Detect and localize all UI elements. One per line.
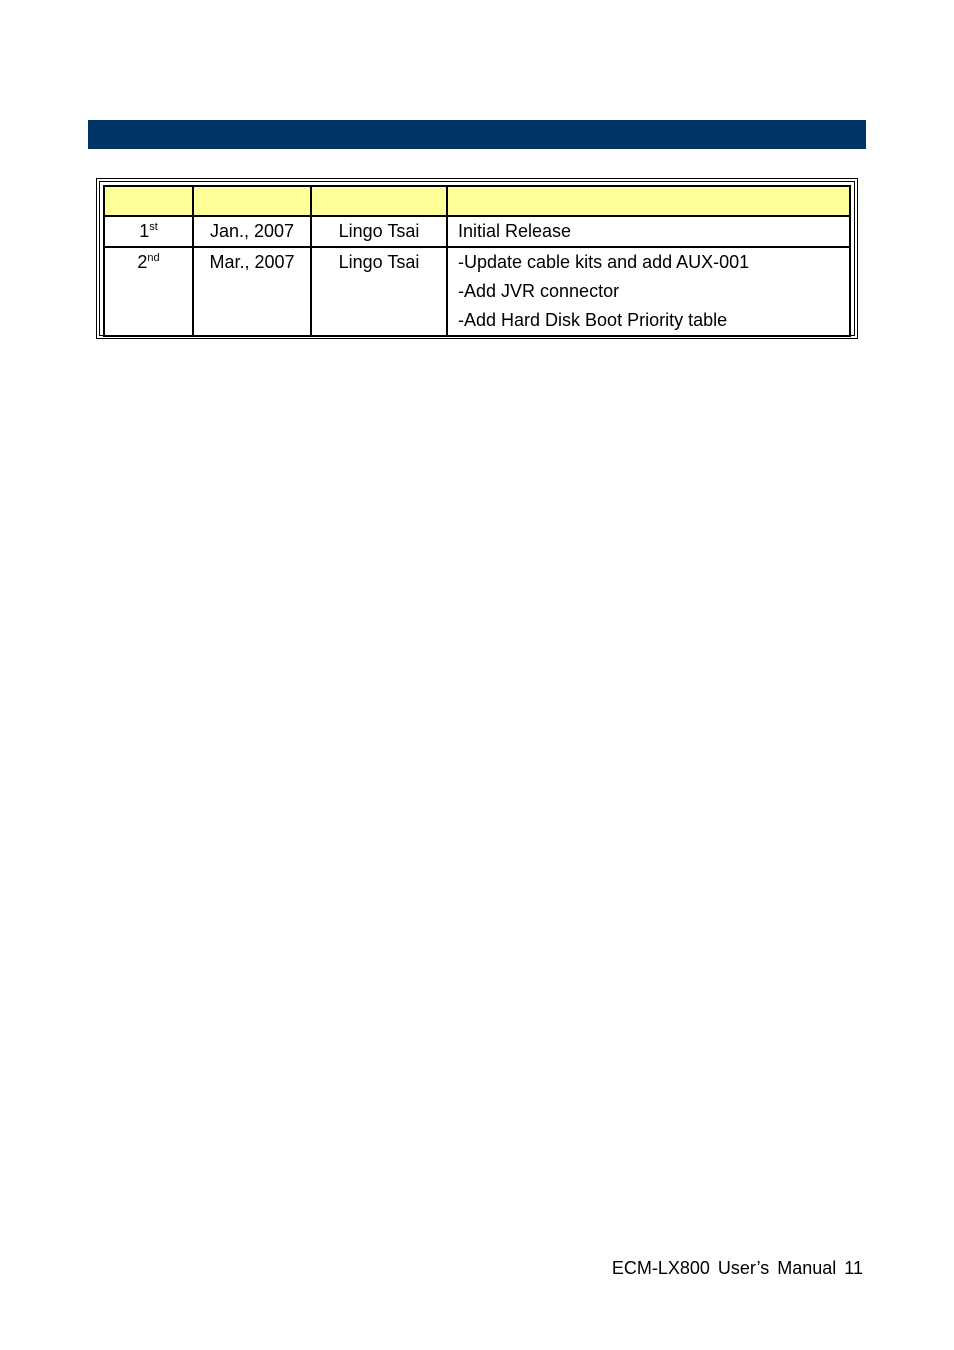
revision-number-cell (104, 247, 193, 336)
table-row (104, 247, 850, 336)
revision-number-cell (104, 216, 193, 247)
revision-author: Lingo Tsai (338, 252, 420, 272)
revision-changes-cell (447, 247, 850, 336)
revision-suffix: st (149, 221, 158, 233)
revision-author-cell (311, 247, 447, 336)
header-cell-date (193, 186, 311, 216)
revision-date: Jan., 2007 (209, 221, 295, 241)
revision-number: 2 (137, 252, 148, 272)
revision-author-cell (311, 216, 447, 247)
header-cell-author (311, 186, 447, 216)
change-item: -Update cable kits and add AUX-001 (458, 252, 750, 272)
revision-number: 1 (139, 221, 150, 241)
header-cell-revision (104, 186, 193, 216)
revision-date: Mar., 2007 (209, 252, 295, 272)
change-item: -Add JVR connector (458, 281, 620, 301)
section-title-bar (88, 120, 866, 149)
table-row (104, 216, 850, 247)
revision-suffix: nd (147, 252, 160, 264)
revision-table (103, 185, 851, 337)
header-cell-description (447, 186, 850, 216)
revision-table-header-row (104, 186, 850, 216)
page-footer: ECM-LX800 User’s Manual 11 (611, 1258, 863, 1278)
change-item: Initial Release (458, 221, 572, 241)
revision-date-cell (193, 247, 311, 336)
revision-table-frame (96, 178, 858, 339)
revision-date-cell (193, 216, 311, 247)
revision-author: Lingo Tsai (338, 221, 420, 241)
change-item: -Add Hard Disk Boot Priority table (458, 310, 728, 330)
revision-changes-cell (447, 216, 850, 247)
